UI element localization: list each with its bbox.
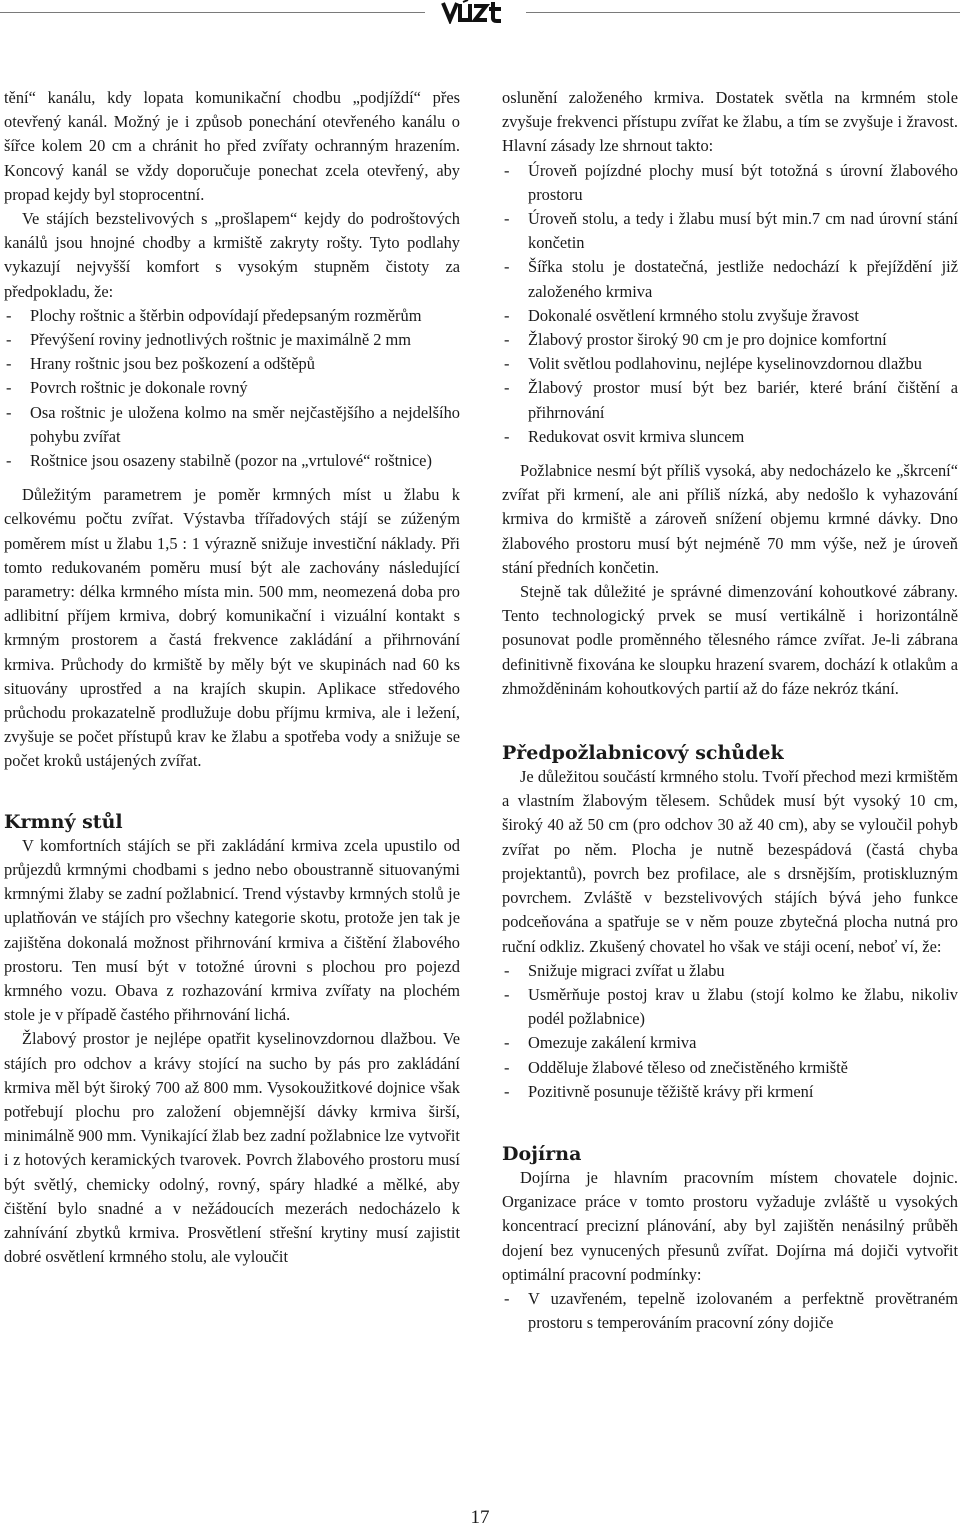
list-item: - Převýšení roviny jednotlivých roštnic je maximálně 2 mm xyxy=(4,328,460,352)
list-item: - Volit světlou podlahovinu, nejlépe kyselinovzdornou dlažbu xyxy=(502,352,958,376)
paragraph: Stejně tak důležité je správné dimenzování kohoutkové zábrany. Tento technologický prvek se musí vertikálně i horizontálně posunovat podle proměnného tělesného rámce zvířat. Je-li zábrana definitivně fixována ke sloupku hrazení svarem, dochází k otlakům a zhmožděninám kohoutkových partií až do fáze nekróz tkání. xyxy=(502,582,958,698)
paragraph: Je důležitou součástí krmného stolu. Tvoří přechod mezi krmištěm a vlastním žlabovým tělesem. Schůdek musí být vysoký 10 cm, široký 40 až 50 cm (pro odchov 30 až 40 cm), aby se vyloučil pohyb zvířat po něm. Plocha je nutně bezespádová (častá chyba projektantů), povrch bez profilace, ale s drsnějším, protiskluzným povrchem. Zvláště v bezstelivových stájích bývá jeho funkce podceňována a spatřuje se v něm pouze zbytečná plocha nutná pro ruční odkliz. Zkušený chovatel ho však ve stáji ocení, neboť ví, že: xyxy=(502,767,958,956)
list-item: - Hrany roštnic jsou bez poškození a odštěpů xyxy=(4,352,460,376)
list-item: - Redukovat osvit krmiva sluncem xyxy=(502,425,958,449)
page-number: 17 xyxy=(470,1507,490,1528)
paragraph: oslunění založeného krmiva. Dostatek světla na krmném stole zvyšuje frekvenci přístupu zvířat ke žlabu, a tím se zvyšuje i žravost. Hlavní zásady lze shrnout takto: xyxy=(502,88,958,156)
list-item: - Plochy roštnic a štěrbin odpovídají předepsaným rozměrům xyxy=(4,304,460,328)
bullet-list xyxy=(502,959,958,1104)
paragraph: V komfortních stájích se při zakládání krmiva zcela upustilo od průjezdů krmnými chodbami s jedno nebo oboustranně situovanými krmnými žlaby se zadní požlabnicí. Trend výstavby krmných stolů je uplatňován ve stájích pro všechny kategorie skotu, protože jen tak je zajištěna dokonalá možnost přihrnování krmiva a čištění žlabového prostoru. Ten musí být v totožné úrovni s plochou pro pojezd krmného vozu. Obava z rozhazování krmiva zvířaty na plochém stole je v případě častého přihrnování lichá. xyxy=(4,835,460,1025)
list-item: - Úroveň stolu, a tedy i žlabu musí být min.7 cm nad úrovní stání končetin xyxy=(502,207,958,255)
paragraph: Dojírna je hlavním pracovním místem chovatele dojnic. Organizace práce v tomto prostoru vyžaduje zvláště u vysokých koncentrací precizní plánování, aby byl zajištěn nenásilný průběh dojení bez vynucených přesunů zvířat. Dojírna má dojiči vytvořit optimální pracovní podmínky: xyxy=(502,1167,958,1284)
paragraph: Požlabnice nesmí být příliš vysoká, aby nedocházelo ke „škrcení“ zvířat při krmení, ale ani příliš nízká, aby nedošlo k vyhazování krmiva do krmiště a zároveň snížení objemu krmné dávky. Dno žlabového prostoru musí být nejméně 70 mm výše, než je úroveň stání předních končetin. xyxy=(502,461,958,577)
list-item: - Roštnice jsou osazeny stabilně (pozor na „vrtulové“ roštnice) xyxy=(4,449,460,473)
list-item: - Osa roštnic je uložena kolmo na směr nejčastějšího a nejdelšího pohybu zvířat xyxy=(4,401,460,449)
paragraph: Ve stájích bezstelivových s „prošlapem“ kejdy do podroštových kanálů jsou hnojné chodby a krmiště zakryty rošty. Tyto podlahy vykazují nejvyšší komfort s vysokým stupněm čistoty za předpokladu, že: xyxy=(4,209,460,301)
list-item: - Pozitivně posunuje těžiště krávy při krmení xyxy=(502,1080,958,1104)
list-item: - Snižuje migraci zvířat u žlabu xyxy=(502,959,958,983)
right-column xyxy=(502,86,958,1335)
section-heading: Krmný stůl xyxy=(4,810,123,833)
section-heading: Dojírna xyxy=(502,1142,582,1165)
list-item: - V uzavřeném, tepelně izolovaném a perfektně provětraném prostoru s temperováním pracovní zóny dojiče xyxy=(502,1287,958,1335)
list-item: - Usměrňuje postoj krav u žlabu (stojí kolmo ke žlabu, nikoliv podél požlabnice) xyxy=(502,983,958,1031)
header-rule-right xyxy=(526,12,960,13)
section-heading: Předpožlabnicový schůdek xyxy=(502,742,784,765)
paragraph: tění“ kanálu, kdy lopata komunikační chodbu „podjíždí“ přes otevřený kanál. Možný je i způsob ponechání otevřeného kanálu o šířce kolem 20 cm a chránit ho před zvířaty ochranným hrazením. Koncový kanál se vždy doporučuje ponechat zcela otevřený, aby propad kejdy byl stoprocentní. xyxy=(4,88,460,204)
list-item: - Šířka stolu je dostatečná, jestliže nedochází k přejíždění již založeného krmiva xyxy=(502,255,958,303)
list-item: - Omezuje zakálení krmiva xyxy=(502,1031,958,1055)
paragraph: Žlabový prostor je nejlépe opatřit kyselinovzdornou dlažbou. Ve stájích pro odchov a krávy stojící na sucho by pás pro zakládání krmiva měl být široký 700 až 800 mm. Vysokoužitkové dojnice však potřebují plochu pro založení objemnější dávky krmiva širší, minimálně 900 mm. Vynikající žlab bez zadní požlabnice lze vytvořit i z hotových keramických tvarovek. Povrch žlabového prostoru musí být světlý, chemicky odolný, rovný, spáry hladké a mělké, aby čištění bylo snadné a v nežádoucích mezerách nedocházelo k zahnívání zbytků krmiva. Prosvětlení střešní krytiny musí zajistit dobré osvětlení krmného stolu, ale vyloučit xyxy=(4,1029,460,1267)
list-item: - Odděluje žlabové těleso od znečistěného krmiště xyxy=(502,1056,958,1080)
bullet-list xyxy=(502,159,958,449)
bullet-list xyxy=(502,1287,958,1335)
paragraph: Důležitým parametrem je poměr krmných míst u žlabu k celkovému počtu zvířat. Výstavba třířadových stájí se zúženým poměrem míst u žlabu 1,5 : 1 výrazně snižuje investiční náklady. Při tomto redukovaném poměru musí být ale zachovány následující parametry: délka krmného místa min. 500 mm, neomezená doba pro adlibitní příjem krmiva, dobrý komunikační i vizuální kontakt s krmným prostorem a častá frekvence zakládání a přihrnování krmiva. Průchody do krmiště by měly být ve skupinách nad 60 ks situovány uprostřed a na krajích skupin. Aplikace středového průchodu prokazatelně prodlužuje dobu příjmu krmiva, ale i ležení, zvyšuje se počet přístupů krav ke žlabu a spotřeba vody a snižuje se počet kroků ustájených zvířat. xyxy=(4,485,460,771)
vuzt-logo xyxy=(440,0,512,24)
bullet-list xyxy=(4,304,460,473)
header-rule-left xyxy=(0,12,425,13)
left-column xyxy=(4,86,460,1269)
list-item: - Dokonalé osvětlení krmného stolu zvyšuje žravost xyxy=(502,304,958,328)
list-item: - Povrch roštnic je dokonale rovný xyxy=(4,376,460,400)
list-item: - Žlabový prostor musí být bez bariér, které brání čištění a přihrnování xyxy=(502,376,958,424)
list-item: - Žlabový prostor široký 90 cm je pro dojnice komfortní xyxy=(502,328,958,352)
list-item: - Úroveň pojízdné plochy musí být totožná s úrovní žlabového prostoru xyxy=(502,159,958,207)
